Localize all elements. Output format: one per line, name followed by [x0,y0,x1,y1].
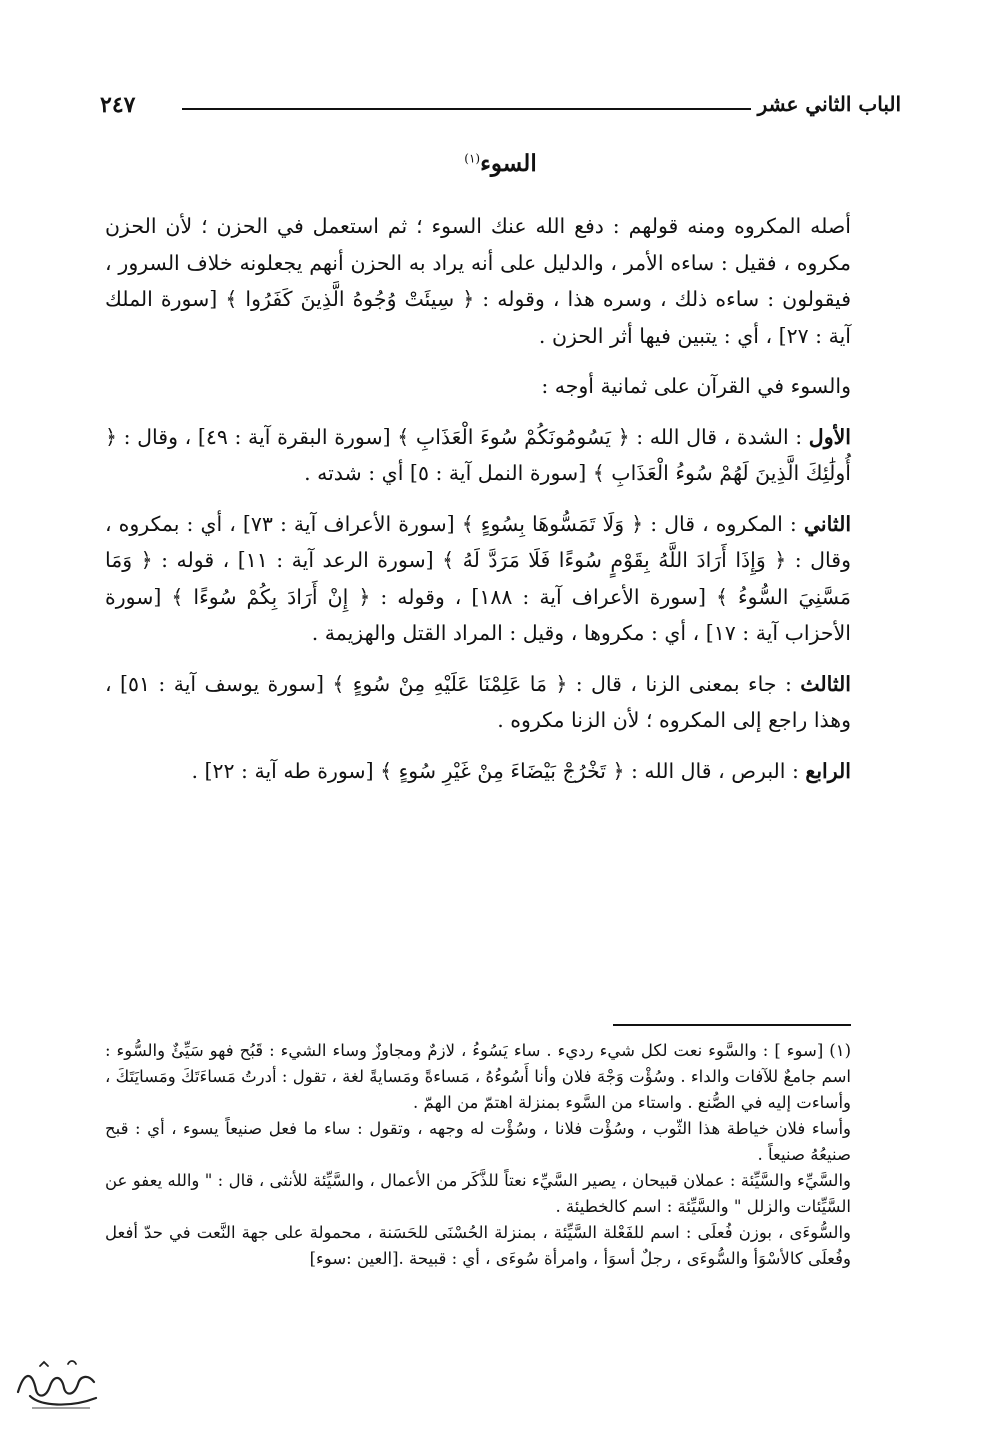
paragraph-first [105,419,851,492]
paragraph-text: : الشدة ، قال الله : ﴿ يَسُومُونَكُمْ سُوءَ الْعَذَابِ ﴾ [سورة البقرة آية : ٤٩] ، وقال : ﴿ أُولَٰئِكَ الَّذِينَ لَهُمْ سُوءُ الْعَذَابِ ﴾ [سورة النمل آية : ٥] أي : شدته . [105,424,851,485]
watermark-logo [10,1352,105,1414]
footnote-rule [613,1024,851,1026]
paragraph-text: : البرص ، قال الله : ﴿ تَخْرُجْ بَيْضَاءَ مِنْ غَيْرِ سُوءٍ ﴾ [سورة طه آية : ٢٢] . [191,758,806,783]
section-title-text: السوء [480,150,537,177]
running-header [100,92,901,124]
paragraph-count [105,368,851,405]
section-footnote-mark: (١) [464,151,481,166]
paragraph-text: أصله المكروه ومنه قولهم : دفع الله عنك السوء ؛ ثم استعمل في الحزن ؛ لأن الحزن مكروه ، فقيل : ساءه الأمر ، والدليل على أنه يراد به الحزن أنهم يجعلونه خلاف السرور ، فيقولون : ساءه ذلك ، وسره هذا ، وقوله : ﴿ سِيئَتْ وُجُوهُ الَّذِينَ كَفَرُوا ﴾ [سورة الملك آية : ٢٧] ، أي : يتبين فيها أثر الحزن . [105,214,851,348]
paragraph-lead: الأول [808,424,851,449]
page-number: ٢٤٧ [100,92,136,118]
paragraph-text: : جاء بمعنى الزنا ، قال : ﴿ مَا عَلِمْنَا عَلَيْهِ مِنْ سُوءٍ ﴾ [سورة يوسف آية : ٥١] ، وهذا راجع إلى المكروه ؛ لأن الزنا مكروه . [105,671,851,732]
header-rule [182,108,751,110]
footnote-line: والسَّيِّء والسَّيِّئة : عملان قبيحان ، يصير السَّيِّء نعتاً للذَّكَر من الأعمال ، والسَّيِّئة للأنثى ، قال : " والله يعفو عن السَّيِّئات والزلل " والسَّيِّئة : اسم كالخطيئة . [105,1171,851,1216]
paragraph-text: والسوء في القرآن على ثمانية أوجه : [541,374,851,398]
paragraph-lead: الثالث [800,671,851,696]
paragraph-lead: الثاني [803,511,852,536]
paragraph-lead: الرابع [805,758,851,783]
body-text [105,208,851,803]
chapter-title: الباب الثاني عشر [757,92,901,116]
footnote-line: (١) [سوء ] : والسَّوء نعت لكل شيء رديء . ساء يَسُوءُ ، لازمٌ ومجاوزٌ وساء الشيء : قَبُح فهو سَيِّئٌ والسُّوء : اسم جامعٌ للآفات والداء . وسُؤْت وَجْهَ فلان وأنا أَسُوءُهُ ، مَساءةً ومَسايةً لغة ، تقول : أدرتُ مَساءَتَكَ ومَسايَتَكَ ، وأساءت إليه في الصُّنع . واستاء من السَّوء بمنزلة اهتمّ من الهمّ . [105,1041,851,1112]
paragraph-fourth [105,753,851,790]
footnote-line: وأساء فلان خياطة هذا الثّوب ، وسُؤْت فلانا ، وسُؤْت له وجهه ، وتقول : ساء ما فعل صنيعاً يسوء ، أي : قبح صنيعُهُ صنيعاً . [105,1119,851,1164]
paragraph-text: : المكروه ، قال : ﴿ وَلَا تَمَسُّوهَا بِسُوءٍ ﴾ [سورة الأعراف آية : ٧٣] ، أي : بمكروه ، وقال : ﴿ وَإِذَا أَرَادَ اللَّهُ بِقَوْمٍ سُوءًا فَلَا مَرَدَّ لَهُ ﴾ [سورة الرعد آية : ١١] ، قوله : ﴿ وَمَا مَسَّنِيَ السُّوءُ ﴾ [سورة الأعراف آية : ١٨٨] ، وقوله : ﴿ إِنْ أَرَادَ بِكُمْ سُوءًا ﴾ [سورة الأحزاب آية : ١٧] ، أي : مكروها ، وقيل : المراد القتل والهزيمة . [105,511,851,645]
footnote-line: والسُّوءَى ، بوزن فُعلَى : اسم للفَعْلة السَّيِّئة ، بمنزلة الحُسْنَى للحَسَنة ، محمولة على جهة النَّعت في حدّ أفعل وفُعلَى كالأسْوَأ والسُّوءَى ، رجلٌ أسوَأ ، وامرأة سُوءَى ، أي : قبيحة .[العين :سوء] [105,1223,851,1268]
paragraph-second [105,506,851,652]
section-title [0,150,1001,177]
paragraph-third [105,666,851,739]
footnotes [105,1038,851,1272]
paragraph-intro [105,208,851,354]
